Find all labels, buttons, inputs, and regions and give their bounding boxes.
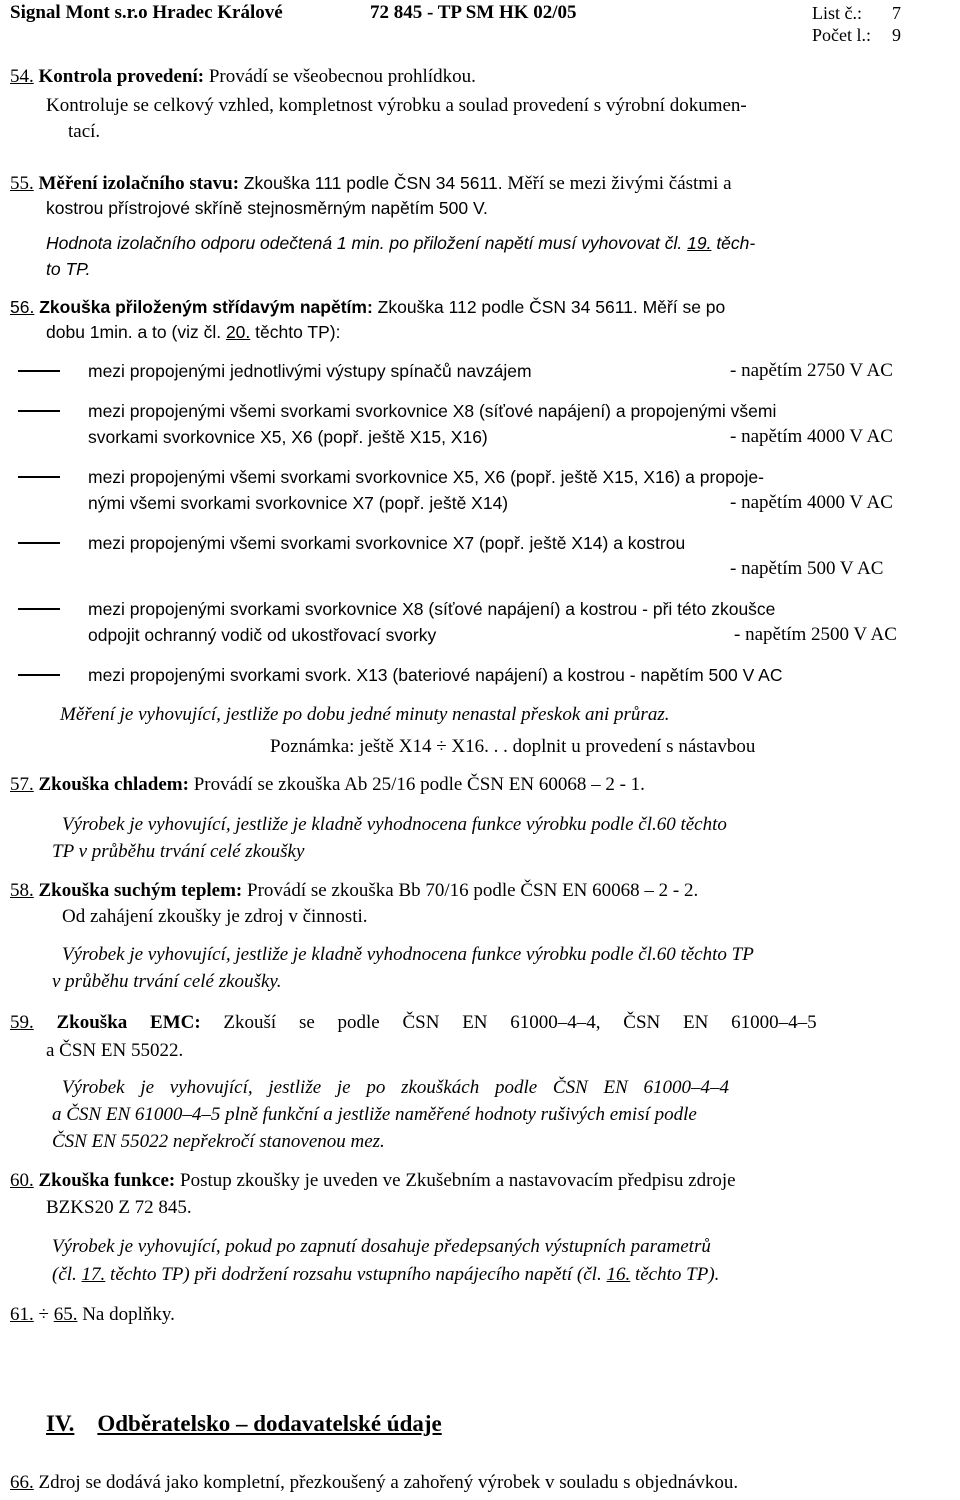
item-3-text: mezi propojenými všemi svorkami svorkovnice X5, X6 (popř. ještě X15, X16) a propoje- (88, 467, 764, 487)
section-text: Měří se mezi živými částmi a (507, 173, 732, 194)
section-55-line2: kostrou přístrojové skříně stejnosměrným napětím 500 V. (46, 198, 488, 218)
section-60-line1 (10, 1170, 736, 1192)
bullet-dash (18, 608, 60, 610)
italic-text: těchto TP) při dodržení rozsahu vstupního napájecího napětí (čl. (110, 1264, 602, 1285)
section-55-line1 (10, 172, 732, 195)
header-company: Signal Mont s.r.o Hradec Králové (10, 2, 283, 23)
item-5-value: - napětím 2500 V AC (734, 624, 897, 645)
item-1-text: mezi propojenými jednotlivými výstupy spínačů navzájem (88, 361, 532, 381)
bullet-dash (18, 410, 60, 412)
section-text: Zkouška 111 podle ČSN 34 5611. (243, 173, 503, 193)
section-number: 55. (10, 173, 34, 194)
header-list-value: 7 (892, 3, 901, 23)
header-list-label: List č.: (812, 3, 862, 23)
section-58-line2: Od zahájení zkoušky je zdroj v činnosti. (62, 906, 368, 927)
header-count-value: 9 (892, 25, 901, 45)
section-title: Zkouška suchým teplem: (38, 880, 243, 901)
italic-text: těch- (716, 233, 756, 253)
section-title: Zkouška chladem: (38, 774, 189, 795)
range-divide-sign: ÷ (38, 1304, 49, 1325)
item-5-text: mezi propojenými svorkami svorkovnice X8 (síťové napájení) a kostrou - při této zkoušce (88, 599, 776, 619)
italic-text: Hodnota izolačního odporu odečtená 1 min. po přiložení napětí musí vyhovovat čl. (46, 233, 683, 253)
item-1-value: - napětím 2750 V AC (730, 360, 893, 381)
section-57-italic1: Výrobek je vyhovující, jestliže je kladně vyhodnocena funkce výrobku podle čl.60 těchto (62, 814, 727, 835)
section-title: Kontrola provedení: (38, 66, 205, 87)
section-iv-heading (46, 1413, 442, 1435)
italic-text: (čl. (52, 1264, 77, 1285)
ref-number: 16. (606, 1264, 631, 1285)
section-59-line1 (10, 1012, 817, 1034)
section-number: 57. (10, 774, 34, 795)
item-4-value: - napětím 500 V AC (730, 558, 884, 579)
section-58-italic2: v průběhu trvání celé zkoušky. (52, 971, 282, 992)
section-text: Na doplňky. (82, 1304, 175, 1325)
section-number: 61. (10, 1304, 34, 1325)
ref-number: 20. (225, 322, 251, 342)
section-54-line3: tací. (68, 121, 101, 142)
section-title: Zkouška EMC: (56, 1012, 201, 1033)
section-58-italic1: Výrobek je vyhovující, jestliže je kladně vyhodnocena funkce výrobku podle čl.60 těchto TP (62, 944, 754, 965)
section-54-line1 (10, 66, 476, 88)
section-number: 58. (10, 880, 34, 901)
section-text: Postup zkoušky je uveden ve Zkušebním a nastavovacím předpisu zdroje (180, 1170, 736, 1191)
section-number: 59. (10, 1012, 34, 1033)
section-text: Provádí se zkouška Ab 25/16 podle ČSN EN 60068 – 2 - 1. (193, 774, 645, 795)
section-text: těchto TP): (255, 322, 341, 342)
item-2-text: mezi propojenými všemi svorkami svorkovnice X8 (síťové napájení) a propojenými všemi (88, 401, 777, 421)
item-4-text: mezi propojenými všemi svorkami svorkovnice X7 (popř. ještě X14) a kostrou (88, 533, 686, 553)
italic-text: těchto TP). (634, 1264, 720, 1285)
section-title: Zkouška přiloženým střídavým napětím: (39, 297, 373, 317)
section-59-line2: a ČSN EN 55022. (46, 1040, 184, 1061)
section-iv-title: Odběratelsko – dodavatelské údaje (97, 1411, 442, 1436)
section-number: 56. (10, 297, 35, 317)
section-56-line2 (46, 321, 340, 343)
section-59-italic2: a ČSN EN 61000–4–5 plně funkční a jestliže naměřené hodnoty rušivých emisí podle (52, 1104, 697, 1125)
ref-number: 17. (81, 1264, 106, 1285)
section-59-italic1: Výrobek je vyhovující, jestliže je po zkouškách podle ČSN EN 61000–4–4 (62, 1077, 730, 1098)
item-2-text2: svorkami svorkovnice X5, X6 (popř. ještě X15, X16) (88, 427, 488, 447)
section-text: Zkouška 112 podle ČSN 34 5611. Měří se po (377, 297, 726, 317)
section-56-line1 (10, 296, 725, 318)
section-text: Zdroj se dodává jako kompletní, přezkoušený a zahořený výrobek v souladu s objednávkou. (38, 1472, 739, 1493)
section-56-italic: Měření je vyhovující, jestliže po dobu jedné minuty nenastal přeskok ani průraz. (60, 704, 670, 725)
section-60-line2: BZKS20 Z 72 845. (46, 1197, 192, 1218)
bullet-dash (18, 674, 60, 676)
section-title: Měření izolačního stavu: (38, 173, 240, 194)
section-57-italic2: TP v průběhu trvání celé zkoušky (52, 841, 305, 862)
section-60-italic2 (52, 1264, 719, 1286)
bullet-dash (18, 476, 60, 478)
item-2-value: - napětím 4000 V AC (730, 426, 893, 447)
section-text: Provádí se zkouška Bb 70/16 podle ČSN EN 60068 – 2 - 2. (247, 880, 699, 901)
section-60-italic1: Výrobek je vyhovující, pokud po zapnutí dosahuje předepsaných výstupních parametrů (52, 1236, 711, 1257)
item-6-text: mezi propojenými svorkami svork. X13 (bateriové napájení) a kostrou - napětím 500 V AC (88, 665, 783, 685)
section-text: Zkouší se podle ČSN EN 61000–4–4, ČSN EN 61000–4–5 (223, 1012, 817, 1033)
section-66 (10, 1472, 738, 1494)
ref-number: 19. (687, 233, 712, 253)
item-3-value: - napětím 4000 V AC (730, 492, 893, 513)
section-55-italic2: to TP. (46, 259, 91, 279)
section-55-italic1 (46, 232, 755, 254)
section-57-line1 (10, 774, 645, 796)
section-58-line1 (10, 880, 698, 902)
section-iv-number: IV. (46, 1411, 75, 1436)
bullet-dash (18, 542, 60, 544)
section-number: 60. (10, 1170, 34, 1191)
section-text: Provádí se všeobecnou prohlídkou. (208, 66, 476, 87)
item-5-text2: odpojit ochranný vodič od ukostřovací svorky (88, 625, 437, 645)
section-title: Zkouška funkce: (38, 1170, 176, 1191)
section-56-note: Poznámka: ještě X14 ÷ X16. . . doplnit u provedení s nástavbou (270, 736, 756, 757)
section-61-65 (10, 1304, 175, 1326)
section-text: dobu 1min. a to (viz čl. (46, 322, 222, 342)
section-number: 65. (53, 1304, 78, 1325)
section-54-line2: Kontroluje se celkový vzhled, kompletnost výrobku a soulad provedení s výrobní dokumen- (46, 95, 747, 116)
section-59-italic3: ČSN EN 55022 nepřekročí stanovenou mez. (52, 1131, 385, 1152)
section-number: 54. (10, 66, 34, 87)
item-3-text2: nými všemi svorkami svorkovnice X7 (popř. ještě X14) (88, 493, 509, 513)
header-count-label: Počet l.: (812, 25, 871, 45)
header-doc-number: 72 845 - TP SM HK 02/05 (370, 2, 577, 23)
bullet-dash (18, 370, 60, 372)
section-number: 66. (10, 1472, 34, 1493)
